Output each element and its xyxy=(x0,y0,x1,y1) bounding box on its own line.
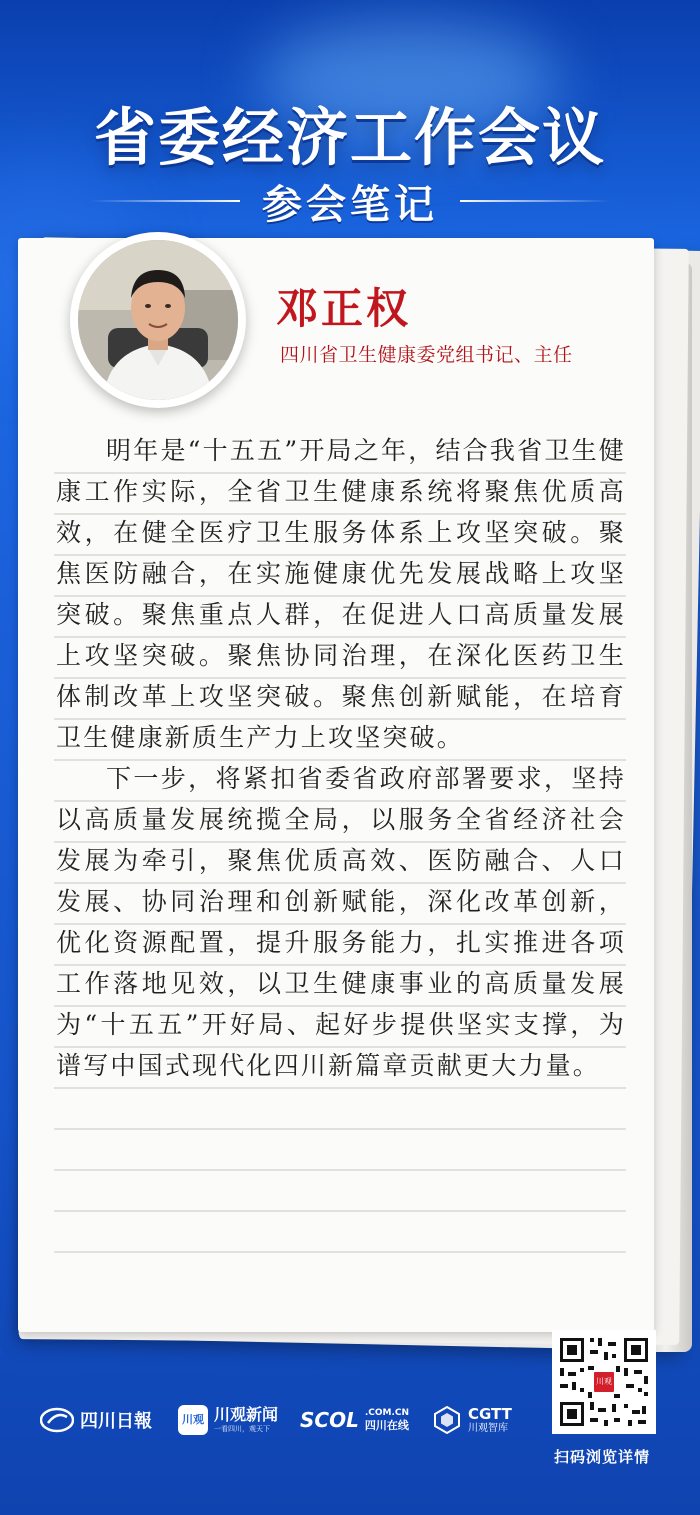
sichuan-daily-text: 四川日報 xyxy=(80,1411,152,1432)
article-paragraph: 下一步，将紧扣省委省政府部署要求，坚持以高质量发展统揽全局，以服务全省经济社会发展为牵引，聚焦优质高效、医防融合、人口发展、协同治理和创新赋能，深化改革创新，优化资源配置，提升服务能力，扎实推进各项工作落地见效，以卫生健康事业的高质量发展为“十五五”开好局、起好步提供坚实支撑，为谱写中国式现代化四川新篇章贡献更大力量。 xyxy=(56,764,626,1080)
subtitle-divider-right xyxy=(460,200,610,202)
subtitle-row xyxy=(0,176,700,226)
chuanguan-badge: 川观 xyxy=(178,1405,208,1435)
article-paragraph: 明年是“十五五”开局之年，结合我省卫生健康工作实际，全省卫生健康系统将聚焦优质高效，在健全医疗卫生服务体系上攻坚突破。聚焦医防融合，在实施健康优先发展战略上攻坚突破。聚焦重点人群，在促进人口高质量发展上攻坚突破。聚焦协同治理，在深化医药卫生体制改革上攻坚突破。聚焦创新赋能，在培育卫生健康新质生产力上攻坚突破。 xyxy=(56,436,626,752)
sichuan-daily-logo xyxy=(40,1402,152,1438)
chuanguan-slogan: 一看四川，观天下 xyxy=(214,1425,270,1433)
cgtt-cn-text: 川观智库 xyxy=(468,1422,508,1434)
cgtt-text: CGTT xyxy=(468,1404,512,1423)
cgtt-logo xyxy=(432,1402,512,1438)
qr-code[interactable] xyxy=(552,1330,656,1434)
qr-center-logo: 川观 xyxy=(592,1370,616,1394)
scol-cn-text: 四川在线 xyxy=(364,1419,409,1432)
chuanguan-news-text: 川观新闻 xyxy=(214,1405,279,1424)
scan-instruction: 扫码浏览详情 xyxy=(554,1448,651,1466)
article-body xyxy=(56,430,626,1086)
page-title: 省委经济工作会议 xyxy=(93,101,606,174)
subtitle-divider-left xyxy=(90,200,240,202)
sichuan-daily-emblem-icon xyxy=(40,1407,74,1433)
scol-domain: .COM.CN xyxy=(364,1408,410,1418)
page-subtitle: 参会笔记 xyxy=(262,181,438,228)
cgtt-hexagon-icon xyxy=(432,1405,462,1435)
portrait-illustration xyxy=(78,240,238,400)
scol-text: SCOL xyxy=(300,1408,359,1432)
person-role: 四川省卫生健康委党组书记、主任 xyxy=(280,344,573,366)
chuanguan-news-logo xyxy=(178,1402,278,1438)
scol-logo xyxy=(300,1402,409,1438)
person-name: 邓正权 xyxy=(276,284,412,333)
portrait-photo xyxy=(78,240,238,400)
avatar xyxy=(70,232,246,408)
